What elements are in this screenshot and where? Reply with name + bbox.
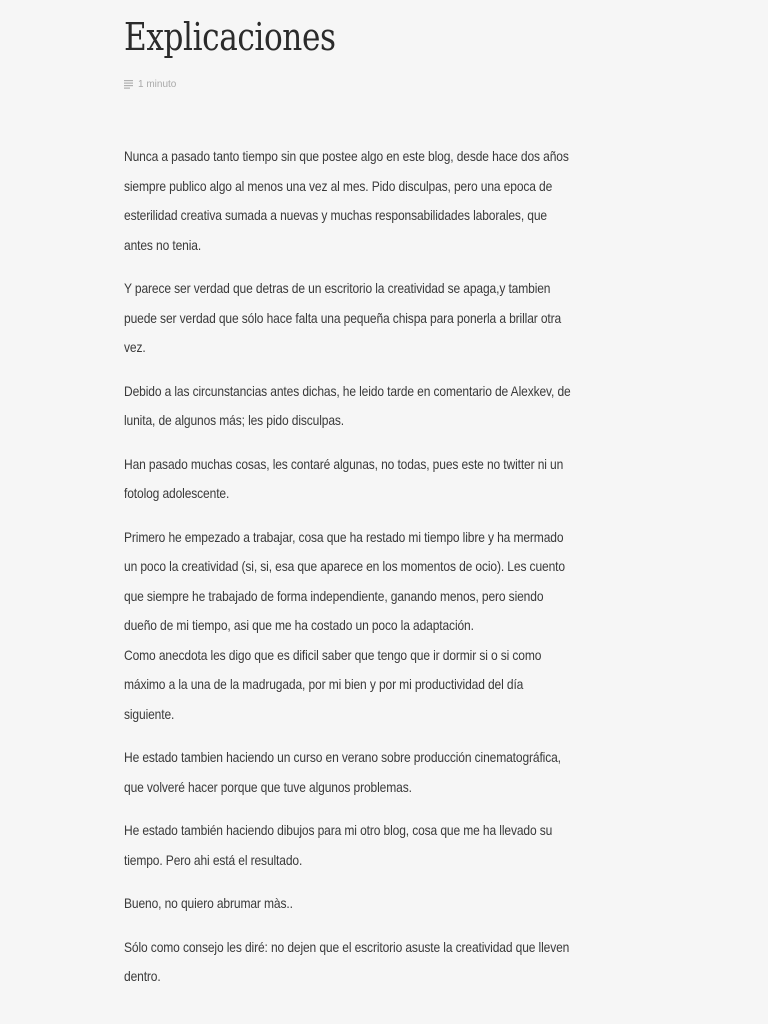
paragraph-line: máximo a la una de la madrugada, por mi bien y por mi productividad del día [124, 676, 524, 692]
paragraph-line: Como anecdota les digo que es dificil saber que tengo que ir dormir si o si como [124, 646, 542, 663]
paragraph-line: Nunca a pasado tanto tiempo sin que postee algo en este blog, desde hace dos años [124, 148, 569, 164]
paragraph [124, 933, 629, 992]
paragraph-line: Primero he empezado a trabajar, cosa que ha restado mi tiempo libre y ha mermado [124, 528, 564, 545]
paragraph [124, 743, 629, 802]
paragraph-line: Sólo como consejo les diré: no dejen que el escritorio asuste la creatividad que lleven [124, 938, 570, 955]
paragraph-line: antes no tenia. [124, 236, 202, 253]
post-title: Explicaciones [124, 15, 336, 59]
paragraph [124, 377, 629, 436]
reading-time: 1 minuto [138, 78, 177, 90]
paragraph-line: dueño de mi tiempo, asi que me ha costado un poco la adaptación. [124, 617, 474, 633]
paragraph-line: siempre publico algo al menos una vez al mes. Pido disculpas, pero una epoca de [124, 177, 553, 194]
paragraph-line: Han pasado muchas cosas, les contaré algunas, no todas, pues este no twitter ni un [124, 455, 564, 472]
paragraph-line: dentro. [124, 968, 161, 984]
paragraph [124, 450, 629, 509]
paragraph [124, 889, 629, 919]
text-lines-icon [124, 79, 134, 89]
paragraph-line: fotolog adolescente. [124, 485, 230, 501]
paragraph [124, 523, 629, 730]
paragraph-line: que volveré hacer porque que tuve algunos problemas. [124, 778, 412, 795]
paragraph-line: Y parece ser verdad que detras de un escritorio la creatividad se apaga,y tambien [124, 280, 551, 296]
post-content [124, 142, 629, 992]
paragraph-line: Bueno, no quiero abrumar màs.. [124, 895, 293, 911]
paragraph-line: vez. [124, 339, 146, 355]
paragraph [124, 274, 629, 363]
paragraph [124, 816, 629, 875]
paragraph [124, 142, 629, 260]
paragraph-line: tiempo. Pero ahi está el resultado. [124, 851, 303, 868]
blog-post [124, 0, 629, 1006]
paragraph-line: siguiente. [124, 705, 175, 722]
paragraph-line: lunita, de algunos más; les pido disculpas. [124, 412, 345, 428]
paragraph-line: He estado también haciendo dibujos para mi otro blog, cosa que me ha llevado su [124, 822, 553, 838]
post-meta [124, 77, 629, 91]
paragraph-line: un poco la creatividad (si, si, esa que aparece en los momentos de ocio). Les cuento [124, 558, 565, 574]
paragraph-line: Debido a las circunstancias antes dichas, he leido tarde en comentario de Alexkev, de [124, 382, 571, 399]
paragraph-line: He estado tambien haciendo un curso en verano sobre producción cinematográfica, [124, 749, 561, 765]
paragraph-line: puede ser verdad que sólo hace falta una pequeña chispa para ponerla a brillar otra [124, 309, 562, 326]
paragraph-line: que siempre he trabajado de forma independiente, ganando menos, pero siendo [124, 587, 544, 604]
paragraph-line: esterilidad creativa sumada a nuevas y muchas responsabilidades laborales, que [124, 207, 547, 223]
